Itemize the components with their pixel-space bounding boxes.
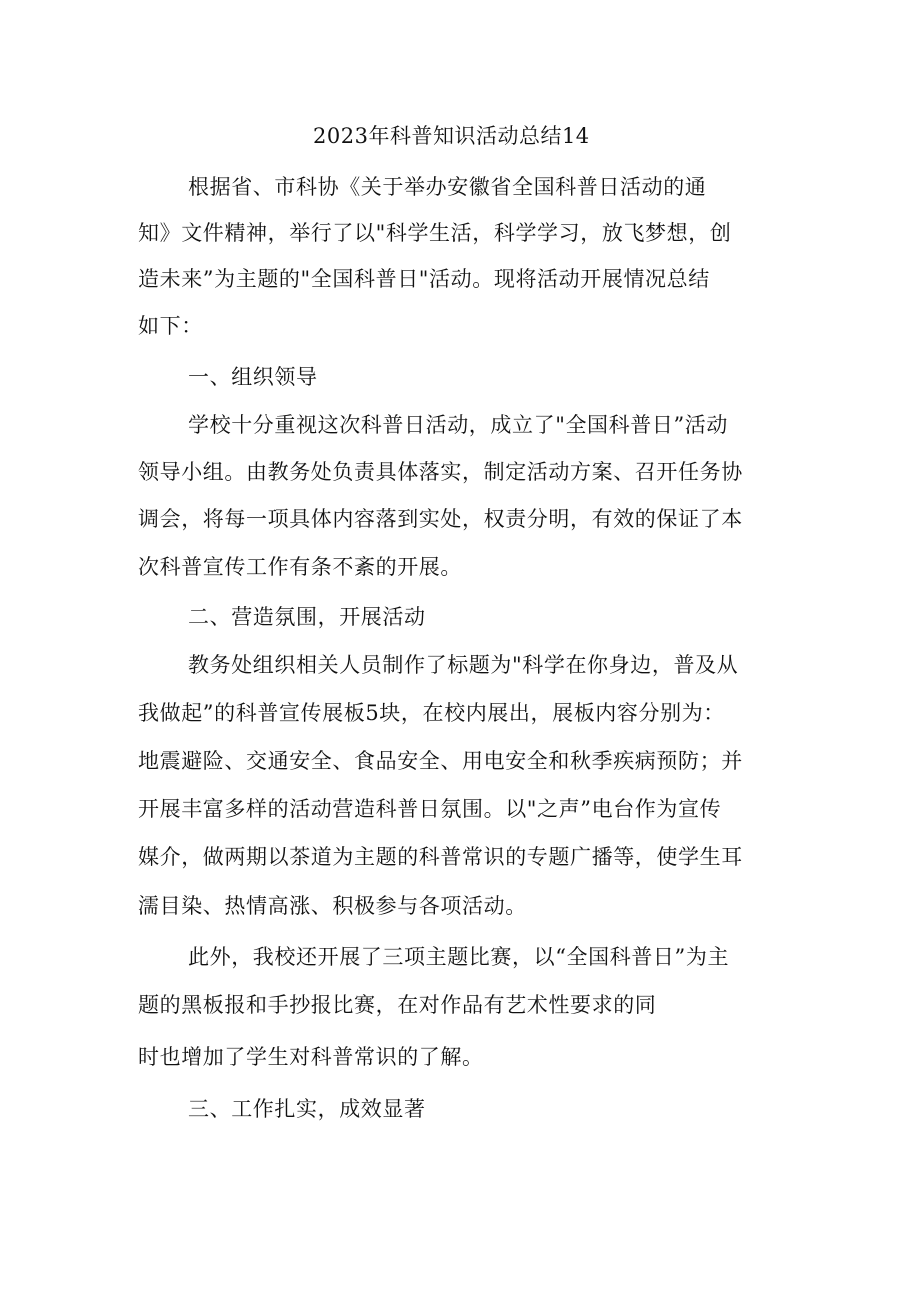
paragraph-line: 次科普宣传工作有条不紊的开展。 [138,555,462,579]
paragraph-line: 学校十分重视这次科普日活动，成立了"全国科普日”活动 [188,413,728,437]
paragraph-line: 地震避险、交通安全、食品安全、用电安全和秋季疾病预防；并 [138,749,743,773]
paragraph-line: 开展丰富多样的活动营造科普日氛围。以"之声”电台作为宣传 [138,797,722,821]
paragraph-line: 知》文件精神，举行了以"科学生活，科学学习，放飞梦想，创 [138,221,732,245]
paragraph-line: 濡目染、热情高涨、积极参与各项活动。 [138,894,527,918]
paragraph-line: 根据省、市科协《关于举办安徽省全国科普日活动的通 [188,175,707,199]
paragraph-line: 教务处组织相关人员制作了标题为"科学在你身边，普及从 [188,653,739,677]
paragraph-line: 造未来”为主题的"全国科普日"活动。现将活动开展情况总结 [138,267,710,291]
document-title: 2023年科普知识活动总结14 [313,124,590,148]
section-heading: 二、营造氛围，开展活动 [188,605,426,629]
paragraph-line: 题的黑板报和手抄报比赛，在对作品有艺术性要求的同 [138,993,657,1017]
paragraph-line: 媒介，做两期以茶道为主题的科普常识的专题广播等，使学生耳 [138,845,743,869]
paragraph-line: 此外，我校还开展了三项主题比赛，以“全国科普日”为主 [188,945,730,969]
section-heading: 三、工作扎实，成效显著 [188,1097,426,1121]
paragraph-line: 如下： [138,314,203,338]
section-heading: 一、组织领导 [188,365,318,389]
paragraph-line: 调会，将每一项具体内容落到实处，权责分明，有效的保证了本 [138,507,743,531]
paragraph-line: 领导小组。由教务处负责具体落实，制定活动方案、召开任务协 [138,460,743,484]
paragraph-line: 时也增加了学生对科普常识的了解。 [138,1045,484,1069]
paragraph-line: 我做起”的科普宣传展板5块，在校内展出，展板内容分别为： [138,701,725,725]
